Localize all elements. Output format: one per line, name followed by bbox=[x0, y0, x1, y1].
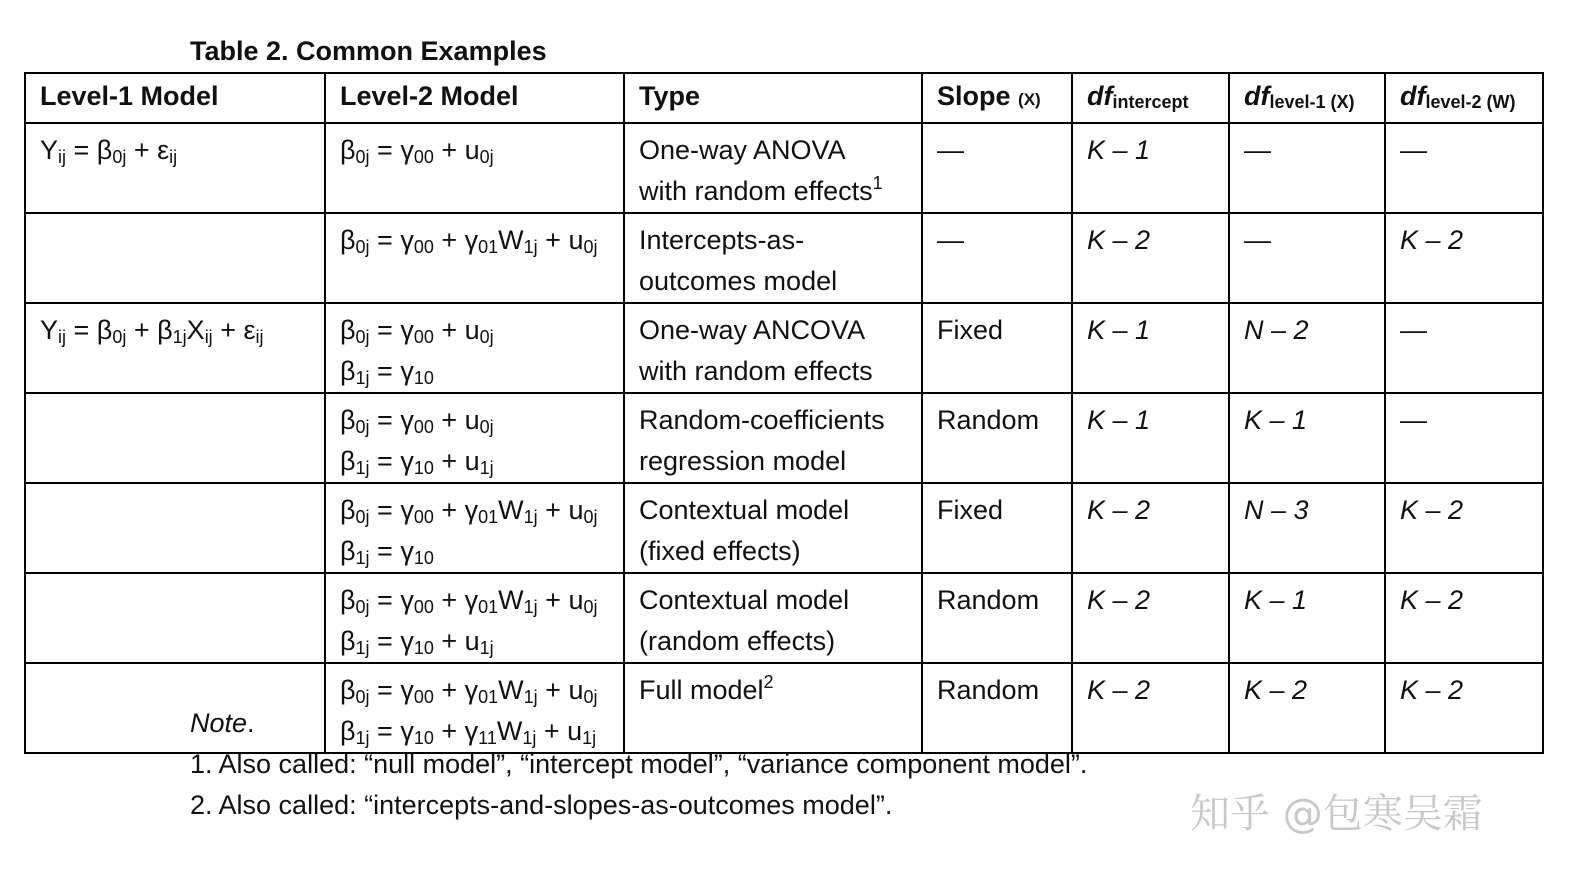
df-level2-cell: — bbox=[1385, 123, 1543, 213]
header-type: Type bbox=[624, 73, 922, 123]
df-intercept-cell: K – 1 bbox=[1072, 123, 1229, 213]
examples-table bbox=[24, 72, 1544, 754]
type-line2: regression model bbox=[639, 446, 847, 476]
header-df-level2-sub: level-2 (W) bbox=[1425, 92, 1516, 112]
df-intercept-cell: K – 1 bbox=[1072, 303, 1229, 393]
level1-model-cell bbox=[25, 573, 325, 663]
level2-model-cell: $\beta_{0j} = \gamma_{00} + \gamma_{01}W_{1j} + u_{0j}$ $\beta_{1j} = \gamma_{10} + \gamma_{11}W_{1j} + u_{1j}$ bbox=[325, 663, 624, 753]
type-line2: with random effects bbox=[639, 176, 873, 206]
df-level1-cell: — bbox=[1229, 123, 1385, 213]
df-level1-cell: K – 2 bbox=[1229, 663, 1385, 753]
df-level1-cell: K – 1 bbox=[1229, 393, 1385, 483]
header-level1: Level-1 Model bbox=[25, 73, 325, 123]
table-row bbox=[25, 213, 1543, 303]
level1-model-cell: $Y_{ij} = \beta_{0j} + \varepsilon_{ij}$ bbox=[25, 123, 325, 213]
df-intercept-cell: K – 2 bbox=[1072, 483, 1229, 573]
type-line2: (fixed effects) bbox=[639, 536, 801, 566]
header-df-label: df bbox=[1087, 81, 1113, 111]
level2-model-cell: $\beta_{0j} = \gamma_{00} + u_{0j}$ $\beta_{1j} = \gamma_{10} + u_{1j}$ bbox=[325, 393, 624, 483]
slope-cell: Random bbox=[922, 573, 1072, 663]
table-title: Table 2. Common Examples bbox=[190, 36, 547, 66]
type-line1: One-way ANOVA bbox=[639, 135, 846, 165]
df-level1-cell: N – 3 bbox=[1229, 483, 1385, 573]
type-line1: Contextual model bbox=[639, 585, 850, 615]
table-row bbox=[25, 573, 1543, 663]
type-line2: (random effects) bbox=[639, 626, 836, 656]
df-level2-cell: — bbox=[1385, 393, 1543, 483]
type-line2: with random effects bbox=[639, 356, 873, 386]
df-level1-cell: — bbox=[1229, 213, 1385, 303]
watermark: 知乎 @包寒吴霜 bbox=[1190, 791, 1483, 837]
header-df-level1-sub: level-1 (X) bbox=[1269, 92, 1355, 112]
type-cell bbox=[624, 573, 922, 663]
table-row bbox=[25, 123, 1543, 213]
df-intercept-cell: K – 2 bbox=[1072, 213, 1229, 303]
type-cell bbox=[624, 303, 922, 393]
footnote-marker: 2 bbox=[763, 672, 774, 692]
table-notes bbox=[190, 703, 1087, 826]
type-line1: One-way ANCOVA bbox=[639, 315, 866, 345]
header-df-intercept bbox=[1072, 73, 1229, 123]
type-line1: Random-coefficients bbox=[639, 405, 885, 435]
level2-model-cell: $\beta_{0j} = \gamma_{00} + u_{0j}$ bbox=[325, 123, 624, 213]
level2-model-cell: $\beta_{0j} = \gamma_{00} + \gamma_{01}W_{1j} + u_{0j}$ $\beta_{1j} = \gamma_{10} + u_{1j}$ bbox=[325, 573, 624, 663]
level1-model-cell bbox=[25, 213, 325, 303]
header-df-intercept-sub: intercept bbox=[1112, 92, 1189, 112]
type-cell bbox=[624, 123, 922, 213]
header-df-level1 bbox=[1229, 73, 1385, 123]
df-level2-cell: — bbox=[1385, 303, 1543, 393]
type-line2: outcomes model bbox=[639, 266, 838, 296]
slope-cell: Fixed bbox=[922, 483, 1072, 573]
header-df-level2 bbox=[1385, 73, 1543, 123]
type-line1: Intercepts-as- bbox=[639, 225, 805, 255]
table-row bbox=[25, 483, 1543, 573]
df-level2-cell: K – 2 bbox=[1385, 213, 1543, 303]
note-label: Note bbox=[190, 708, 248, 738]
df-intercept-cell: K – 2 bbox=[1072, 573, 1229, 663]
level2-model-cell: $\beta_{0j} = \gamma_{00} + \gamma_{01}W_{1j} + u_{0j}$ bbox=[325, 213, 624, 303]
df-intercept-cell: K – 1 bbox=[1072, 393, 1229, 483]
slope-cell: — bbox=[922, 123, 1072, 213]
header-row bbox=[25, 73, 1543, 123]
df-level2-cell: K – 2 bbox=[1385, 663, 1543, 753]
header-level2: Level-2 Model bbox=[325, 73, 624, 123]
level1-model-cell bbox=[25, 393, 325, 483]
df-level1-cell: N – 2 bbox=[1229, 303, 1385, 393]
footnote-marker: 1 bbox=[872, 173, 883, 193]
header-slope-label: Slope bbox=[937, 81, 1011, 111]
df-intercept-cell: K – 2 bbox=[1072, 663, 1229, 753]
df-level2-cell: K – 2 bbox=[1385, 483, 1543, 573]
type-cell bbox=[624, 393, 922, 483]
df-level1-cell: K – 1 bbox=[1229, 573, 1385, 663]
table-row bbox=[25, 393, 1543, 483]
slope-cell: Fixed bbox=[922, 303, 1072, 393]
header-df-label: df bbox=[1244, 81, 1270, 111]
type-cell bbox=[624, 483, 922, 573]
level1-model-cell bbox=[25, 483, 325, 573]
type-line1: Contextual model bbox=[639, 495, 850, 525]
df-level2-cell: K – 2 bbox=[1385, 573, 1543, 663]
header-slope-sub: (X) bbox=[1018, 90, 1041, 109]
table-row bbox=[25, 303, 1543, 393]
note-2: 2. Also called: “intercepts-and-slopes-as-outcomes model”. bbox=[190, 790, 893, 820]
type-line1: Full model bbox=[639, 675, 764, 705]
header-df-label: df bbox=[1400, 81, 1426, 111]
slope-cell: Random bbox=[922, 393, 1072, 483]
level2-model-cell: $\beta_{0j} = \gamma_{00} + \gamma_{01}W_{1j} + u_{0j}$ $\beta_{1j} = \gamma_{10}$ bbox=[325, 483, 624, 573]
slope-cell: — bbox=[922, 213, 1072, 303]
type-cell bbox=[624, 213, 922, 303]
slope-cell: Random bbox=[922, 663, 1072, 753]
note-1: 1. Also called: “null model”, “intercept model”, “variance component model”. bbox=[190, 749, 1088, 779]
note-label-line: Note. bbox=[190, 708, 255, 738]
level2-model-cell: $\beta_{0j} = \gamma_{00} + u_{0j}$ $\beta_{1j} = \gamma_{10}$ bbox=[325, 303, 624, 393]
level1-model-cell: $Y_{ij} = \beta_{0j} + \beta_{1j}X_{ij} + \varepsilon_{ij}$ bbox=[25, 303, 325, 393]
header-slope bbox=[922, 73, 1072, 123]
